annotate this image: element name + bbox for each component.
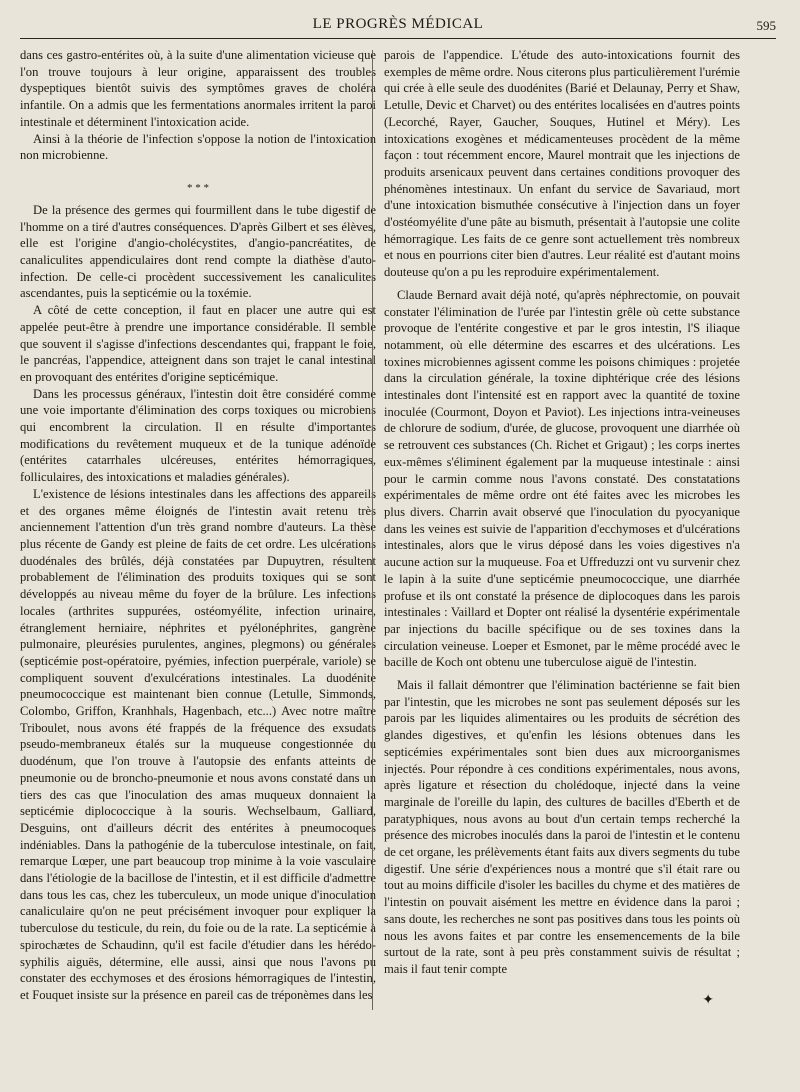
paragraph: A côté de cette conception, il faut en placer une autre qui est appelée peut-être à prendre une importance considérable. Il semble que souvent il s'agisse d'infections descendantes qui, frappant le foie, le pancréas, l'appendice, atteignent dans son trajet le canal intestinal en provoquant des entérites d'origine septicémique. [20, 303, 376, 384]
paragraph: parois de l'appendice. L'étude des auto-intoxications fournit des exemples de même ordre. Nous citerons plus particulièrement l'urémie qui crée à elle seule des duodénites (Barié et Delaunay, Perry et Shaw, Letulle, Devic et Charvet) ou des entérites localisées en d'autres points (Lecorché, Rayer, Gaucher, Souques, Hutinel et Méry). Les intoxications exogènes et médicamenteuses procèdent de la même façon : tout récemment encore, Maurel montrait que les injections de produits arsenicaux peuvent dans certaines conditions provoquer des phénomènes intestinaux. Un enfant du service de Savariaud, mort d'une intoxication bismuthée consécutive à l'injection dans un foyer d'ostéomyélite d'une pâte au bismuth, présentait à l'autopsie une colite hémorragique. Les faits de ce genre sont actuellement très nombreux et nous en pourrions citer bien d'autres. Leur réalité est d'autant moins douteuse qu'on a pu les reproduire expérimentalement. [384, 48, 740, 280]
paragraph: Mais il fallait démontrer que l'élimination bactérienne se fait bien par l'intestin, que les microbes ne sont pas seulement déposés sur les parois par les liquides alimentaires ou les produits de sécrétion des glandes digestives, et qu'enfin les lésions obtenues dans les septicémies expérimentales sont bien dues aux microorganismes injectés. Pour répondre à ces conditions expérimentales, nous avons, après ligature et résection du cholédoque, injecté dans la veine marginale de l'oreille du lapin, des cultures de bacilles d'Eberth et de paratyphiques, nous avons au bout d'un certain temps recherché la présence des microbes inoculés dans la paroi de l'intestin et le contenu de cet organe, les prélèvements étant faits aux divers segments du tube digestif. Une série d'expériences nous a montré que s'il était rare ou tout au moins difficile d'isoler les bacilles du chyme et des matières de l'intestin on pouvait aisément les mettre en évidence dans la paroi ; sans doute, les recherches ne sont pas positives dans tous les points où nous les avons faites et par contre les ensemencements de la bile surtout de la rate, sont à peu près constamment suivis de résultat ; mais il faut tenir compte [384, 678, 740, 976]
paragraph: De la présence des germes qui fourmillent dans le tube digestif de l'homme on a tiré d'autres conséquences. D'après Gilbert et ses élèves, elle est l'origine d'angio-cholécystites, d'angio-pancréatites, de canaliculites appendiculaires dont rend compte la diathèse d'auto-infection. De celle-ci procèdent successivement les canaliculites ascendantes, puis la septicémie ou la toxémie. [20, 202, 376, 301]
running-header [20, 14, 776, 39]
left-column [20, 47, 376, 1004]
right-column [384, 47, 740, 978]
page-number: 595 [756, 18, 776, 33]
section-separator: * * * [187, 181, 209, 194]
paragraph: dans ces gastro-entérites où, à la suite d'une alimentation vicieuse que l'on trouve toujours à leur origine, apparaissent des troubles dyspeptiques bientôt suivis des symptômes graves de choléra infantile. On a admis que les fermentations anormales irritent la paroi intestinale et déterminent l'intoxication acide. [20, 48, 376, 129]
end-ornament-icon: ✦ [702, 992, 714, 1008]
column-divider [372, 50, 373, 1010]
paragraph: L'existence de lésions intestinales dans les affections des appareils et des organes même éloignés de l'intestin avait retenu très anciennement l'attention d'un très grand nombre d'auteurs. La thèse plus récente de Gandy est pleine de faits de cet ordre. Les ulcérations duodénales des brûlés, déjà constatées par Dupuytren, résultent probablement de l'élimination des produits toxiques qui se sont développés au niveau même du foyer de la brûlure. Les infections locales (arthrites suppurées, ostéomyélite, infection urinaire, étranglement herniaire, néphrites et pyélonéphrites, gangrène pulmonaire, pleurésies purulentes, angines, plegmons) ou générales (septicémie post-opératoire, pyémies, infection puerpérale, variole) se compliquent souvent d'exulcérations intestinales. La duodénite pneumococcique est maintenant bien connue (Letulle, Simmonds, Colombo, Griffon, Kranhhals, Hagenbach, etc...) Avec notre maître Triboulet, nous avons été frappés de la fréquence des exsudats pseudo-membraneux étalés sur la muqueuse congestionnée du duodénum, que l'on trouve à l'autopsie des enfants atteints de pneumonie ou de broncho-pneumonie et nous avons constaté dans un tiers des cas que l'inoculation des amas muqueux donnaient la septicémie diplococcique à la souris. Wechselbaum, Galliard, Desguins, ont d'ailleurs décrit des entérites à pneumocoques indéniables. Dans la pathogénie de la tuberculose intestinale, on fait, remarque Lœper, une part beaucoup trop minime à la voie vasculaire dans l'étiologie de la bacillose de l'intestin, et il est difficile d'admettre dans tous les cas, chez les tuberculeux, un mode unique d'inoculation canaliculaire qu'on ne peut précisément invoquer pour expliquer la tuberculose du testicule, du rein, du foie ou de la rate. La septicémie à spirochætes de Schaudinn, qu'il est facile d'étudier dans les hérédo-syphilis aiguës, détermine, elle aussi, ainsi que nous l'avons pu constater des ecchymoses et des érosions hémorragiques de l'intestin, et Fouquet insiste sur la présence en pareil cas de tréponèmes dans les [20, 486, 376, 1002]
paragraph: Ainsi à la théorie de l'infection s'oppose la notion de l'intoxication non microbienne. [20, 131, 376, 163]
paragraph: Dans les processus généraux, l'intestin doit être considéré comme une voie importante d'élimination des corps toxiques ou microbiens qui encombrent la circulation. Il en résulte d'importantes modifications du revêtement muqueux et de la tunique adénoïde (entérites catarrhales ulcéreuses, entérites hémorragiques, folliculaires, des intoxications et maladies générales). [20, 386, 376, 485]
journal-title: LE PROGRÈS MÉDICAL [312, 16, 484, 32]
paragraph: Claude Bernard avait déjà noté, qu'après néphrectomie, on pouvait constater l'élimination de l'urée par l'intestin grêle où cette substance provoque de l'entérite congestive et par le gros intestin, l'S iliaque notamment, où elle détermine des escarres et des ulcérations. Les toxines microbiennes agissent comme les poisons chimiques : projetée dans la circulation générale, la toxine diphtérique crée des lésions intestinales dont l'intensité est en rapport avec la quantité de toxine inoculée (Courmont, Doyon et Paviot). Les injections intra-veineuses de chlorure de sodium, d'urée, de glucose, provoquent une diarrhée où se retrouvent ces substances (Ch. Richet et Grigaut) ; les corps inertes eux-mêmes s'éliminent également par la muqueuse intestinale : ainsi pour le carmin comme nous l'avons constaté. Des constatations expérimentales de même ordre ont été faites avec les microbes les plus divers. Charrin avait observé que l'inoculation du pyocyanique dans les veines est suivie de l'apparition d'ecchymoses et d'ulcérations intestinales, alors que le virus déposé dans les voies digestives n'a aucune action sur la muqueuse. Foa et Uffreduzzi ont vu survenir chez le lapin à la suite d'une septicémie pneumococcique, une diarrhée profuse et ils ont constaté la présence de diplocoques dans les parois intestinales : Vaillard et Dopter ont réalisé la dysentérie expérimentale par injections du bacille spécifique ou de ses toxines dans la circulation veineuse. Loeper et Esmonet, par le même procédé avec le bacille de Koch ont obtenu une tuberculose aiguë de l'intestin. [384, 287, 740, 670]
